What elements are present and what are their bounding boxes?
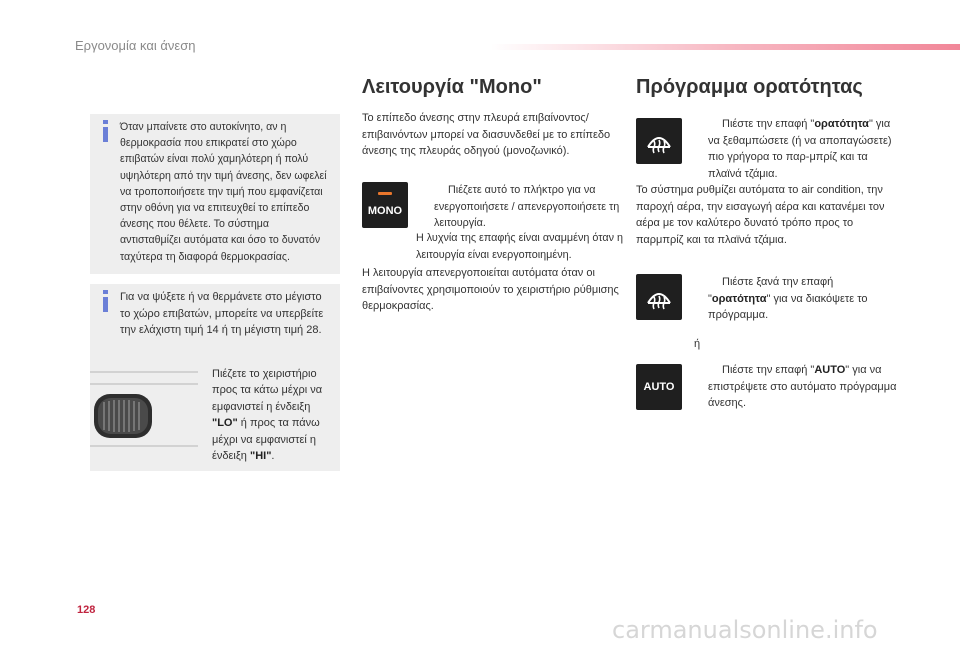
defrost-button-image-2 [636,274,682,320]
info-box-extreme-text: Για να ψύξετε ή να θερμάνετε στο μέγιστο το χώρο επιβατών, μπορείτε να υπερβείτε την ελάχιστη τιμή 14 ή τη μέγιστη τιμή 28. [120,291,324,336]
info-icon [99,120,113,142]
visibility-bullet-3-text: Πιέστε την επαφή " [722,364,815,376]
visibility-bullet-2-text: Πιέστε ξανά την επαφή " [708,276,834,305]
temperature-dial-illustration [90,364,200,464]
visibility-bullet-2-text-2: " για να διακόψετε το πρόγραμμα. [708,292,868,321]
visibility-bullet-1-text: Πιέστε την επαφή " [722,118,815,130]
info-icon [99,290,113,312]
or-separator: ή [694,338,701,350]
visibility-bullet-2 [708,274,898,324]
mono-intro: Το επίπεδο άνεσης στην πλευρά επιβαίνοντος/επιβαινόντων μπορεί να διασυνδεθεί με το επίπεδο άνεσης της πλευράς οδηγού (μονοζωνικό). [362,112,611,157]
mono-auto-off-note: Η λειτουργία απενεργοποιείται αυτόματα όταν οι επιβαίνοντες χρησιμοποιούν το χειριστήριο ρύθμισης θερμοκρασίας. [362,267,619,312]
mono-section-title: Λειτουργία "Mono" [362,76,542,98]
mono-bullet [434,182,624,232]
auto-button-label: AUTO [643,381,675,393]
dial-instruction-text: Πιέζετε το χειριστήριο προς τα κάτω μέχρι να εμφανιστεί η ένδειξη [212,368,323,413]
dial-instruction [212,366,334,464]
mono-button-label: MONO [367,205,403,217]
info-box-extreme [90,284,340,471]
windscreen-defrost-icon [645,127,673,155]
visibility-keyword: ορατότητα [814,118,869,130]
dial-instruction-text-2: ή προς τα πάνω μέχρι να εμφανιστεί η ένδειξη [212,417,320,463]
mono-lamp-note: Η λυχνία της επαφής είναι αναμμένη όταν η λειτουργία είναι ενεργοποιημένη. [416,232,623,261]
header-title: Εργονομία και άνεση [75,38,196,53]
visibility-keyword-2: ορατότητα [711,292,767,305]
mono-led-indicator [378,192,392,195]
visibility-bullet-3-text-2: " για να επιστρέψετε στο αυτόματο πρόγραμμα άνεσης. [708,364,897,409]
visibility-section-title: Πρόγραμμα ορατότητας [636,76,863,98]
info-box-comfort [90,114,340,274]
visibility-system-note: Το σύστημα ρυθμίζει αυτόματα το air condition, την παροχή αέρα, την εισαγωγή αέρα και κατανέμει τον αέρα με τον καλύτερο δυνατό τρόπο προς το παρμπρίζ και τα πλαϊνά τζάμια. [636,184,885,246]
auto-button-image [636,364,682,410]
visibility-bullet-1-text-2: " για να ξεθαμπώσετε (ή να αποπαγώσετε) πιο γρήγορα το παρ-μπρίζ και τα πλαϊνά τζάμια. [708,118,892,180]
dial-instruction-end: . [271,450,275,463]
defrost-button-image [636,118,682,164]
page-number: 128 [77,604,96,616]
auto-keyword: AUTO [814,364,846,376]
mono-button-image [362,182,408,228]
info-box-comfort-text: Όταν μπαίνετε στο αυτοκίνητο, αν η θερμοκρασία που επικρατεί στο χώρο επιβατών είναι πολύ χαμηλότερη ή πολύ υψηλότερη από την τιμή άνεσης, δεν ωφελεί να τροποποιήσετε την τιμή που εμφανίζεται στην οθόνη για να επιτευχθεί το επίπεδο άνεσης που θέλετε. Το σύστημα αντισταθμίζει αυτόματα και όσο το δυνατόν ταχύτερα τη διαφορά θερμοκρασίας. [120,121,327,263]
windscreen-defrost-icon [645,283,673,311]
visibility-bullet-3 [708,362,898,412]
lo-label: "LO" [212,417,238,430]
watermark: carmanualsonline.info [612,616,878,644]
header-accent-bar [490,44,960,50]
visibility-bullet-1 [708,116,898,182]
mono-bullet-text: Πιέζετε αυτό το πλήκτρο για να ενεργοποιήσετε / απενεργοποιήσετε τη λειτουργία. [434,184,620,229]
hi-label: "HI" [249,450,272,463]
